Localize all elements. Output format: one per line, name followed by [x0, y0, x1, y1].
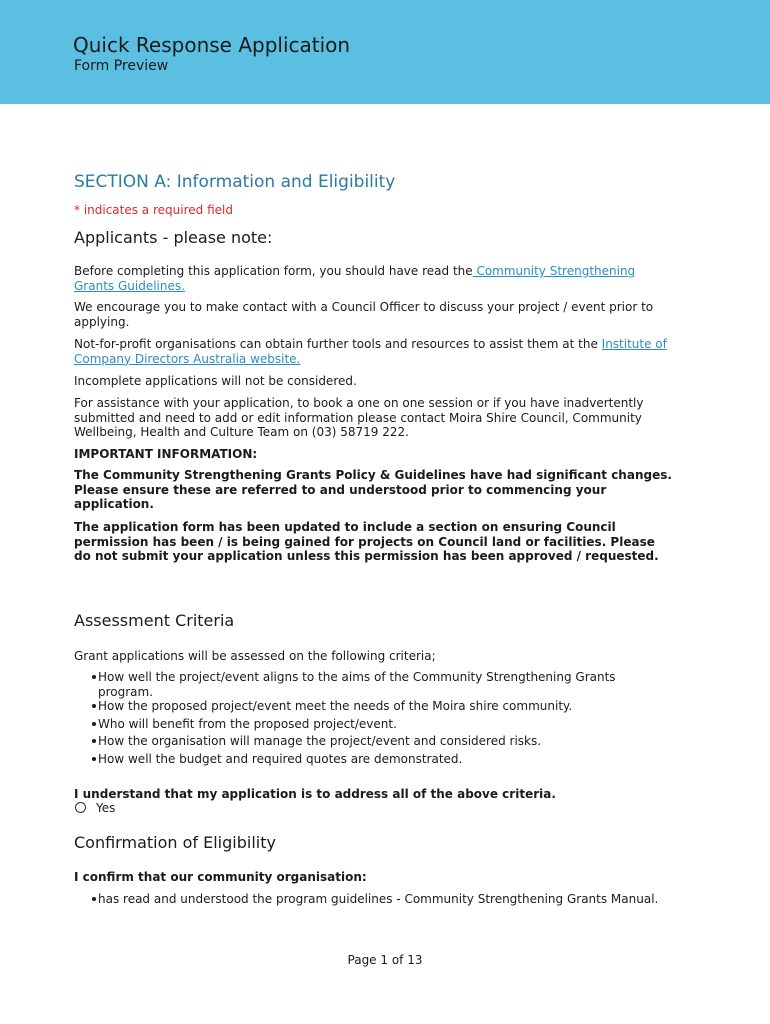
list-item: How well the project/event aligns to the aims of the Community Strengthening Grants program. [74, 670, 674, 699]
important-info-policy: The Community Strengthening Grants Policy & Guidelines have had significant changes. Please ensure these are referred to and understood prior to commencing your application. [74, 468, 672, 511]
incomplete-notice: Incomplete applications will not be considered. [74, 374, 357, 388]
institute-link[interactable]: Institute of Company Directors Australia website. [74, 337, 667, 366]
page-header [0, 0, 770, 104]
important-info-permission: The application form has been updated to include a section on ensuring Council permission has been / is being gained for projects on Council land or facilities. Please do not submit your application unless this permission has been approved / requested. [74, 520, 659, 563]
confirm-organisation-label: I confirm that our community organisation: [74, 870, 367, 884]
bullet-icon [92, 704, 96, 708]
guidelines-link[interactable]: Community Strengthening Grants Guidelines. [74, 264, 636, 293]
assessment-criteria-heading: Assessment Criteria [74, 611, 235, 630]
criteria-list [74, 670, 674, 766]
form-title: Quick Response Application [73, 33, 351, 57]
contact-officer-paragraph: We encourage you to make contact with a Council Officer to discuss your project / event prior to applying. [74, 300, 654, 329]
option-yes-label: Yes [96, 801, 116, 815]
assistance-paragraph: For assistance with your application, to book a one on one session or if you have inadvertently submitted and need to add or edit information please contact Moira Shire Council, Community Wellbeing, Health and Culture Team on (03) 58719 222. [74, 396, 644, 439]
eligibility-heading: Confirmation of Eligibility [74, 833, 276, 852]
list-item: Who will benefit from the proposed project/event. [74, 717, 674, 732]
criteria-acknowledgement-question: I understand that my application is to address all of the above criteria. [74, 787, 556, 801]
page-number: Page 1 of 13 [347, 953, 423, 967]
section-a-title: SECTION A: Information and Eligibility [74, 172, 396, 192]
important-info-label: IMPORTANT INFORMATION: [74, 447, 258, 461]
guidelines-text: Before completing this application form, you should have read the [74, 264, 473, 278]
form-subtitle: Form Preview [74, 58, 169, 74]
bullet-icon [92, 675, 96, 679]
bullet-icon [92, 722, 96, 726]
eligibility-list [74, 892, 674, 907]
radio-button[interactable] [75, 802, 86, 813]
resources-text: Not-for-profit organisations can obtain further tools and resources to assist them at the [74, 337, 602, 351]
option-yes[interactable] [74, 801, 115, 815]
applicants-note-heading: Applicants - please note: [74, 228, 273, 247]
resources-paragraph [74, 337, 674, 366]
list-item: How well the budget and required quotes are demonstrated. [74, 752, 674, 767]
guidelines-paragraph [74, 264, 674, 293]
bullet-icon [92, 897, 96, 901]
assessment-intro: Grant applications will be assessed on the following criteria; [74, 649, 436, 663]
list-item: How the proposed project/event meet the needs of the Moira shire community. [74, 699, 674, 714]
bullet-icon [92, 757, 96, 761]
list-item: How the organisation will manage the project/event and considered risks. [74, 734, 674, 749]
required-field-note: * indicates a required field [74, 203, 233, 217]
list-item: has read and understood the program guidelines - Community Strengthening Grants Manual. [74, 892, 674, 907]
bullet-icon [92, 739, 96, 743]
